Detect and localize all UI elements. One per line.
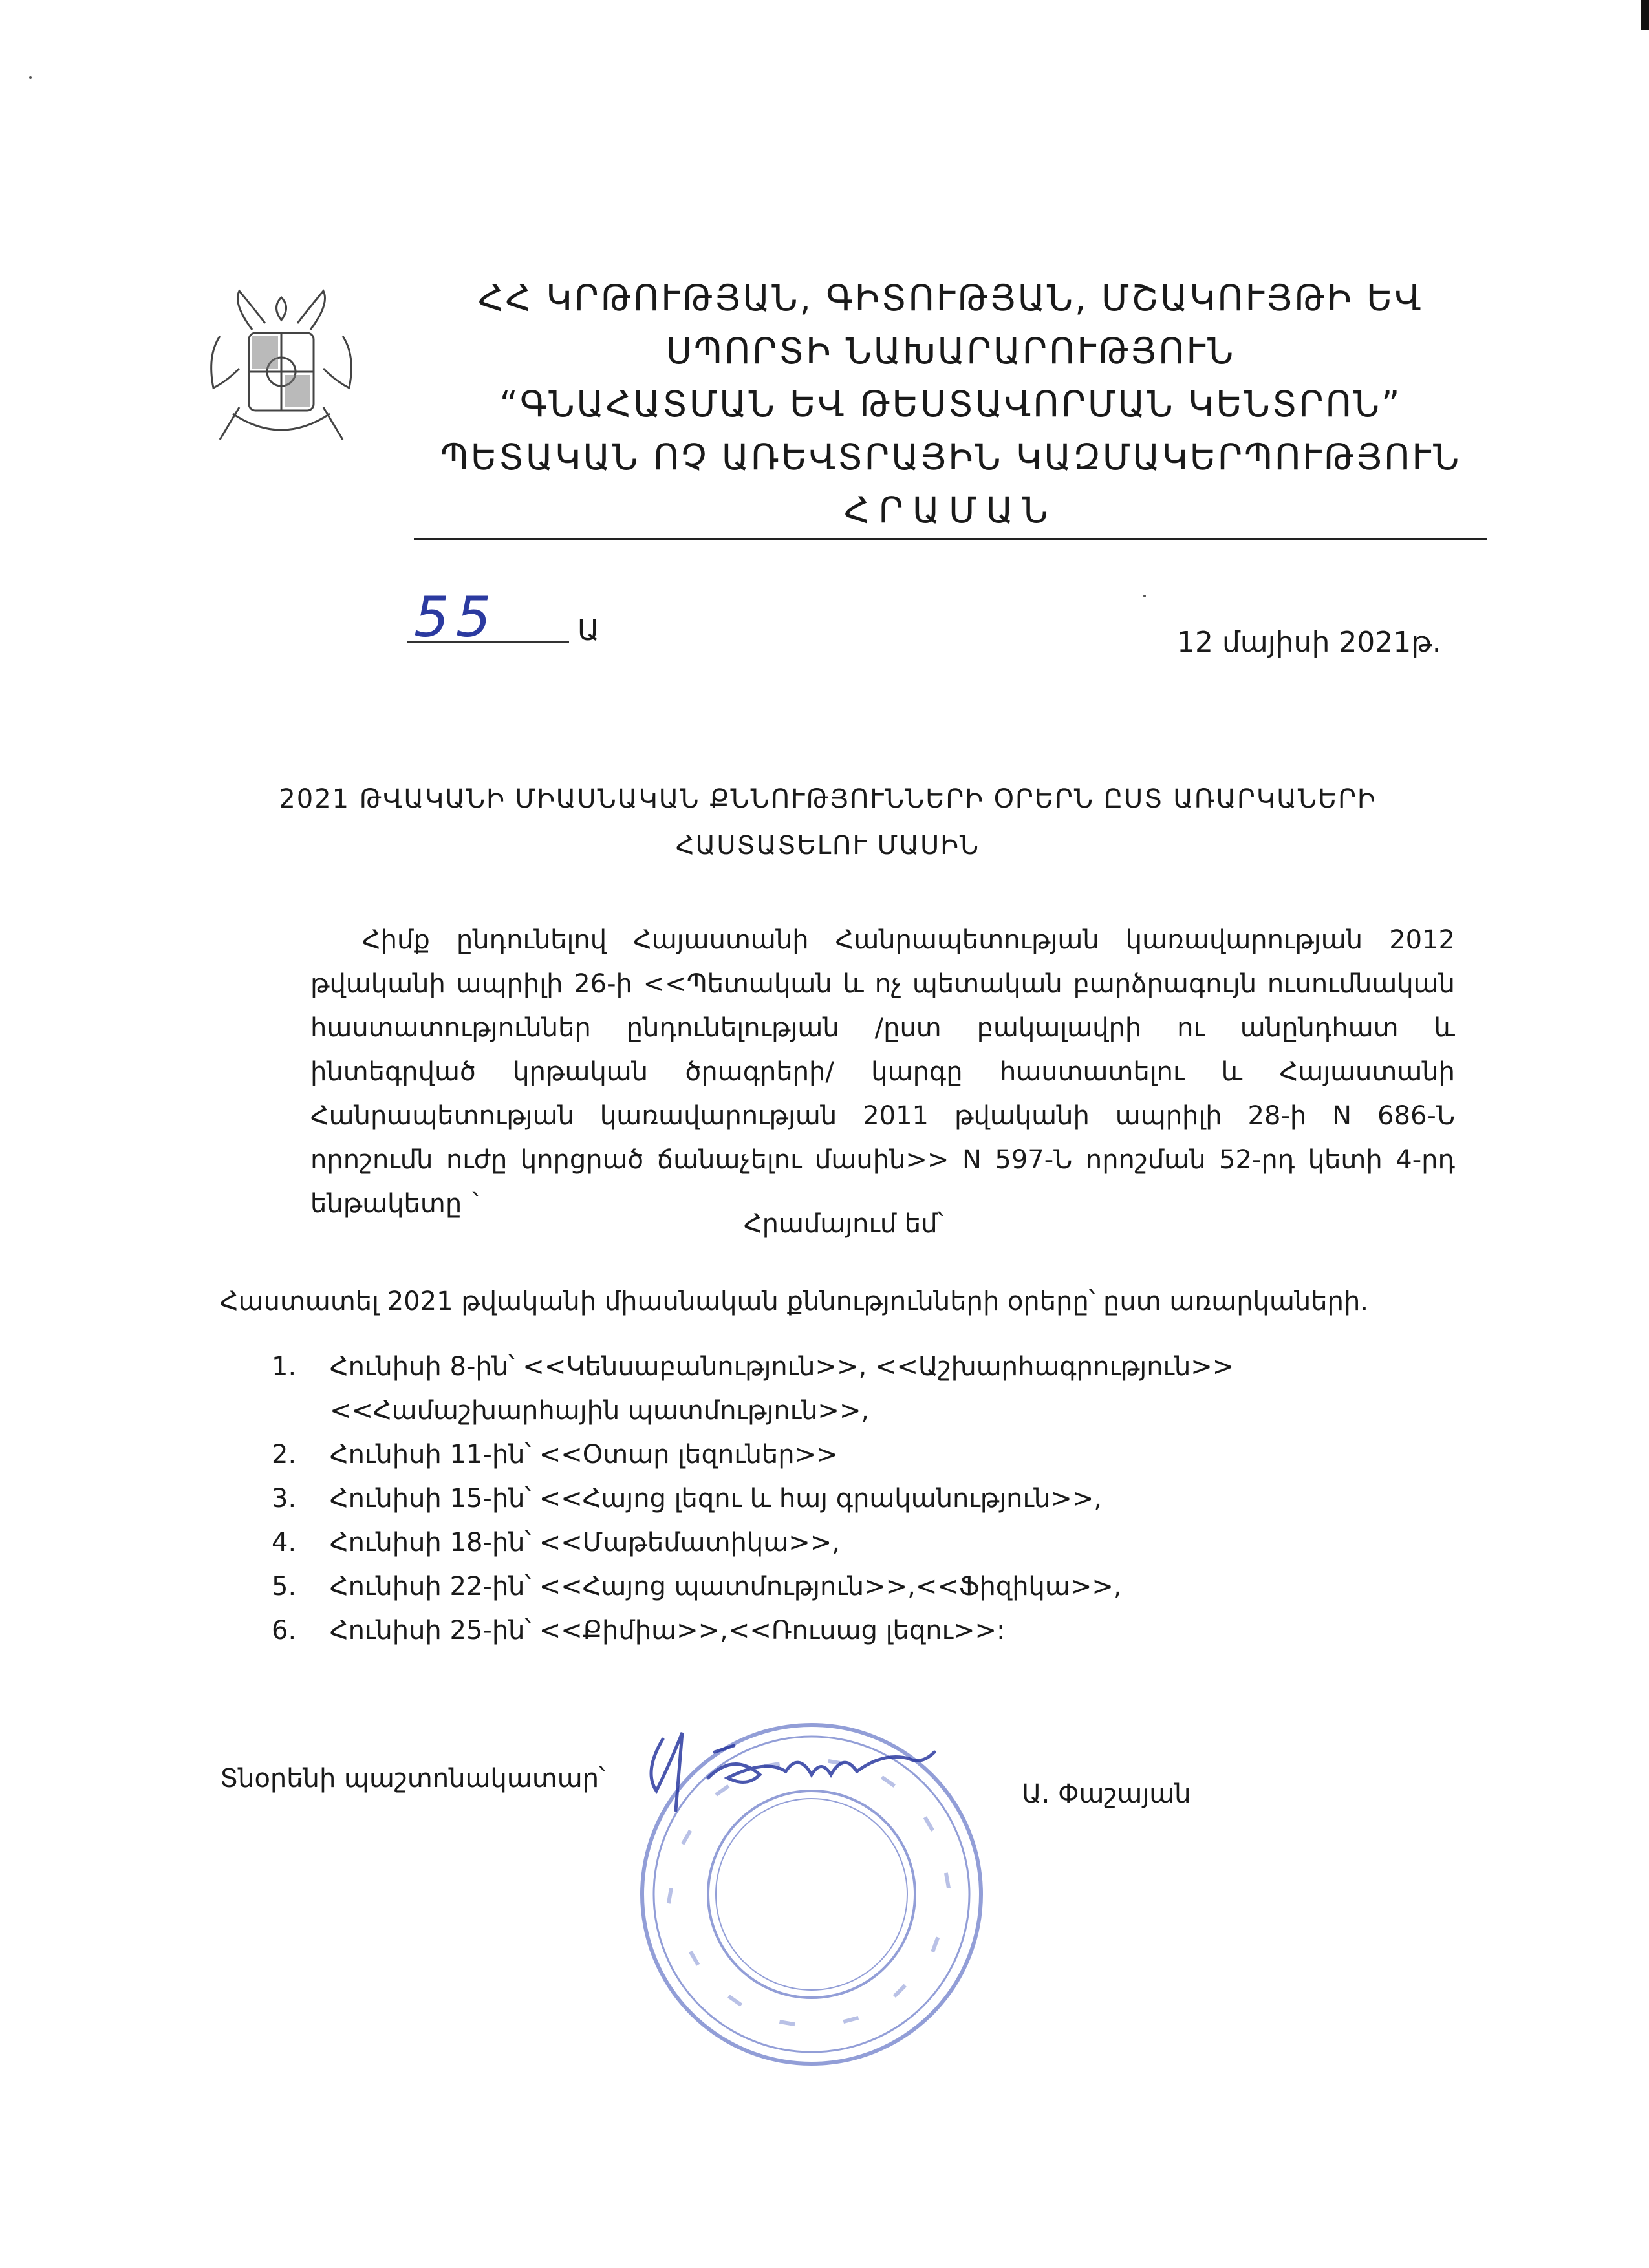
coat-of-arms-icon [194, 284, 369, 459]
list-item-number: 6. [272, 1616, 297, 1645]
order-subject-line-1: 2021 ԹՎԱԿԱՆԻ ՄԻԱՍՆԱԿԱՆ ՔՆՆՈՒԹՅՈՒՆՆԵՐԻ ՕՐԵՐՆ ԸՍՏ ԱՌԱՐԿԱՆԵՐԻ [279, 784, 1377, 814]
scan-speck [29, 76, 32, 79]
list-item [272, 1521, 1461, 1565]
letterhead-line-4: ՊԵՏԱԿԱՆ ՈՉ ԱՌԵՎՏՐԱՅԻՆ ԿԱԶՄԱԿԵՐՊՈՒԹՅՈՒՆ [440, 436, 1461, 478]
list-item [272, 1565, 1461, 1609]
letterhead-line-2: ՍՊՈՐՏԻ ՆԱԽԱՐԱՐՈՒԹՅՈՒՆ [665, 330, 1236, 372]
list-item-text: Հունիսի 25-ին՝ <<Քիմիա>>,<<Ռուսաց լեզու>>: [330, 1616, 1006, 1645]
handwritten-signature [637, 1713, 941, 1817]
list-item [272, 1609, 1461, 1653]
signatory-title: Տնօրենի պաշտոնակատար՝ [220, 1764, 605, 1793]
order-number-underline [407, 641, 569, 643]
list-item-text: Հունիսի 11-ին՝ <<Օտար լեզուներ>> [330, 1440, 838, 1470]
approve-statement: Հաստատել 2021 թվականի միասնական քննությունների օրերը՝ ըստ առարկաների. [220, 1287, 1369, 1316]
list-item-number: 1. [272, 1352, 297, 1382]
letterhead [401, 272, 1500, 537]
letterhead-line-1: ՀՀ ԿՐԹՈՒԹՅԱՆ, ԳԻՏՈՒԹՅԱՆ, ՄՇԱԿՈՒՅԹԻ ԵՎ [478, 277, 1423, 319]
list-item-number: 2. [272, 1440, 297, 1470]
list-item [272, 1477, 1461, 1521]
list-item-text: Հունիսի 22-ին՝ <<Հայոց պատմություն>>,<<Ֆիզիկա>>, [330, 1572, 1122, 1601]
exam-schedule-list [272, 1345, 1461, 1653]
scan-speck [1143, 595, 1146, 597]
header-divider [414, 538, 1487, 540]
list-item-number: 5. [272, 1572, 297, 1601]
command-heading: Հրամայում եմ՝ [744, 1209, 944, 1239]
document-title: ՀՐԱՄԱՆ [844, 489, 1057, 531]
list-item [272, 1345, 1461, 1433]
order-number: 55 [414, 585, 498, 650]
list-item-text: Հունիսի 15-ին՝ <<Հայոց լեզու և հայ գրականություն>>, [330, 1484, 1103, 1514]
order-number-suffix: Ա [577, 614, 599, 647]
order-subject-line-2: ՀԱՍՏԱՏԵԼՈՒ ՄԱՍԻՆ [675, 831, 980, 861]
order-subject [233, 776, 1423, 869]
list-item-text: Հունիսի 18-ին՝ <<Մաթեմատիկա>>, [330, 1528, 840, 1557]
scan-edge-mark [1641, 0, 1649, 30]
letterhead-line-3: “ԳՆԱՀԱՏՄԱՆ ԵՎ ԹԵՍՏԱՎՈՐՄԱՆ ԿԵՆՏՐՈՆ” [499, 383, 1402, 425]
list-item [272, 1433, 1461, 1477]
basis-paragraph: Հիմք ընդունելով Հայաստանի Հանրապետության կառավարության 2012 թվականի ապրիլի 26-ի <<Պետական և ոչ պետական բարձրագույն ուսումնական հաստատություններ ընդունելության /ըստ բակալավրի ու անընդհատ և ինտեգրված կրթական ծրագրերի/ կարգը հաստատելու և Հայաստանի Հանրապետության կառավարության 2011 թվականի ապրիլի 28-ի N 686-Ն որոշումն ուժը կորցրած ճանաչելու մասին>> N 597-Ն որոշման 52-րդ կետի 4-րդ ենթակետը ` [310, 925, 1455, 1219]
signatory-name: Ա. Փաշայան [1022, 1779, 1191, 1809]
order-date: 12 մայիսի 2021թ. [1177, 626, 1441, 659]
list-item-number: 3. [272, 1484, 297, 1514]
list-item-text: Հունիսի 8-ին՝ <<Կենսաբանություն>>, <<Աշխարհագրություն>> <<Համաշխարհային պատմություն>>, [330, 1352, 1234, 1426]
list-item-number: 4. [272, 1528, 297, 1557]
